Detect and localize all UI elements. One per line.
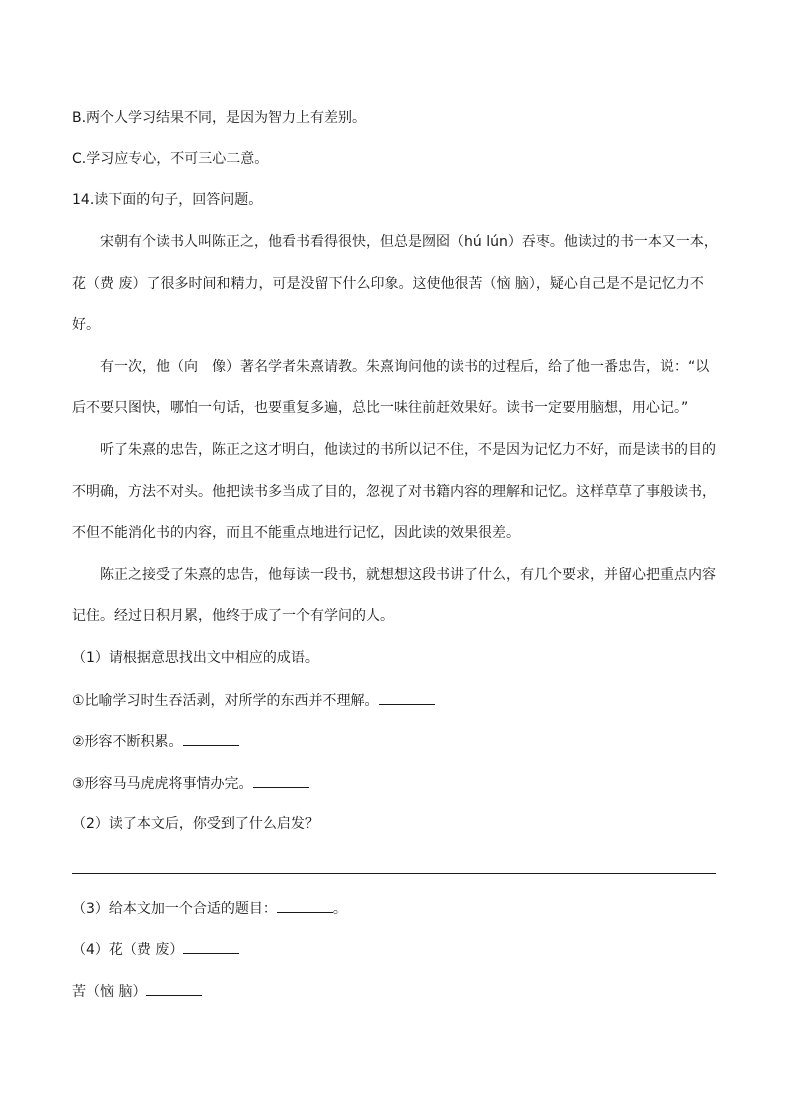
q1-item1-answer-blank[interactable] <box>379 690 435 705</box>
passage-p1-line2: 花（费 废）了很多时间和精力，可是没留下什么印象。这使他很苦（恼 脑），疑心自己是不是记忆力不 <box>72 276 704 292</box>
q1-prompt: （1）请根据意思找出文中相应的成语。 <box>72 650 319 666</box>
q3 <box>72 898 347 919</box>
q4-line1-answer-blank[interactable] <box>183 939 239 954</box>
q4-line2-answer-blank[interactable] <box>146 981 202 996</box>
q4-line2-text: 苦（恼 脑） <box>72 984 147 1000</box>
q4-line1-text: （4）花（费 废） <box>72 942 184 958</box>
passage-p4-line1: 陈正之接受了朱熹的忠告，他每读一段书，就想想这段书讲了什么，有几个要求，并留心把重点内容 <box>100 567 716 583</box>
q1-item3-text: ③形容马马虎虎将事情办完。 <box>72 776 253 792</box>
option-b: B.两个人学习结果不同，是因为智力上有差别。 <box>72 110 367 126</box>
q3-suffix: 。 <box>332 901 347 917</box>
q4-line2 <box>72 981 202 1002</box>
passage-p2-line1: 有一次，他（向 像）著名学者朱熹请教。朱熹询问他的读书的过程后，给了他一番忠告，说：“以 <box>100 359 710 375</box>
passage-p1-line1: 宋朝有个读书人叫陈正之，他看书看得很快，但总是囫囵（hú lún）吞枣。他读过的书一本又一本， <box>100 234 718 250</box>
option-c: C.学习应专心，不可三心二意。 <box>72 151 269 167</box>
q2-prompt: （2）读了本文后，你受到了什么启发？ <box>72 816 319 832</box>
question-14-heading: 14.读下面的句子，回答问题。 <box>72 192 263 208</box>
q1-item3 <box>72 773 309 794</box>
q3-prompt: （3）给本文加一个合适的题目： <box>72 901 277 917</box>
passage-p1-line3: 好。 <box>72 317 100 333</box>
passage-p3-line2: 不明确，方法不对头。他把读书多当成了目的，忽视了对书籍内容的理解和记忆。这样草草了事般读书， <box>72 484 716 500</box>
q3-answer-blank[interactable] <box>277 898 333 913</box>
q1-item1 <box>72 690 435 711</box>
q1-item2-text: ②形容不断积累。 <box>72 734 183 750</box>
passage-p3-line3: 不但不能消化书的内容，而且不能重点地进行记忆，因此读的效果很差。 <box>72 525 520 541</box>
passage-p4-line2: 记住。经过日积月累，他终于成了一个有学问的人。 <box>72 608 394 624</box>
q1-item3-answer-blank[interactable] <box>253 773 309 788</box>
q1-item1-text: ①比喻学习时生吞活剥，对所学的东西并不理解。 <box>72 693 379 709</box>
q4-line1 <box>72 939 239 960</box>
q2-answer-line[interactable] <box>72 873 716 874</box>
passage-p3-line1: 听了朱熹的忠告，陈正之这才明白，他读过的书所以记不住，不是因为记忆力不好，而是读书的目的 <box>100 442 716 458</box>
q1-item2 <box>72 731 239 752</box>
q1-item2-answer-blank[interactable] <box>183 731 239 746</box>
passage-p2-line2: 后不要只图快，哪怕一句话，也要重复多遍，总比一味往前赶效果好。读书一定要用脑想，用心记。” <box>72 400 689 416</box>
